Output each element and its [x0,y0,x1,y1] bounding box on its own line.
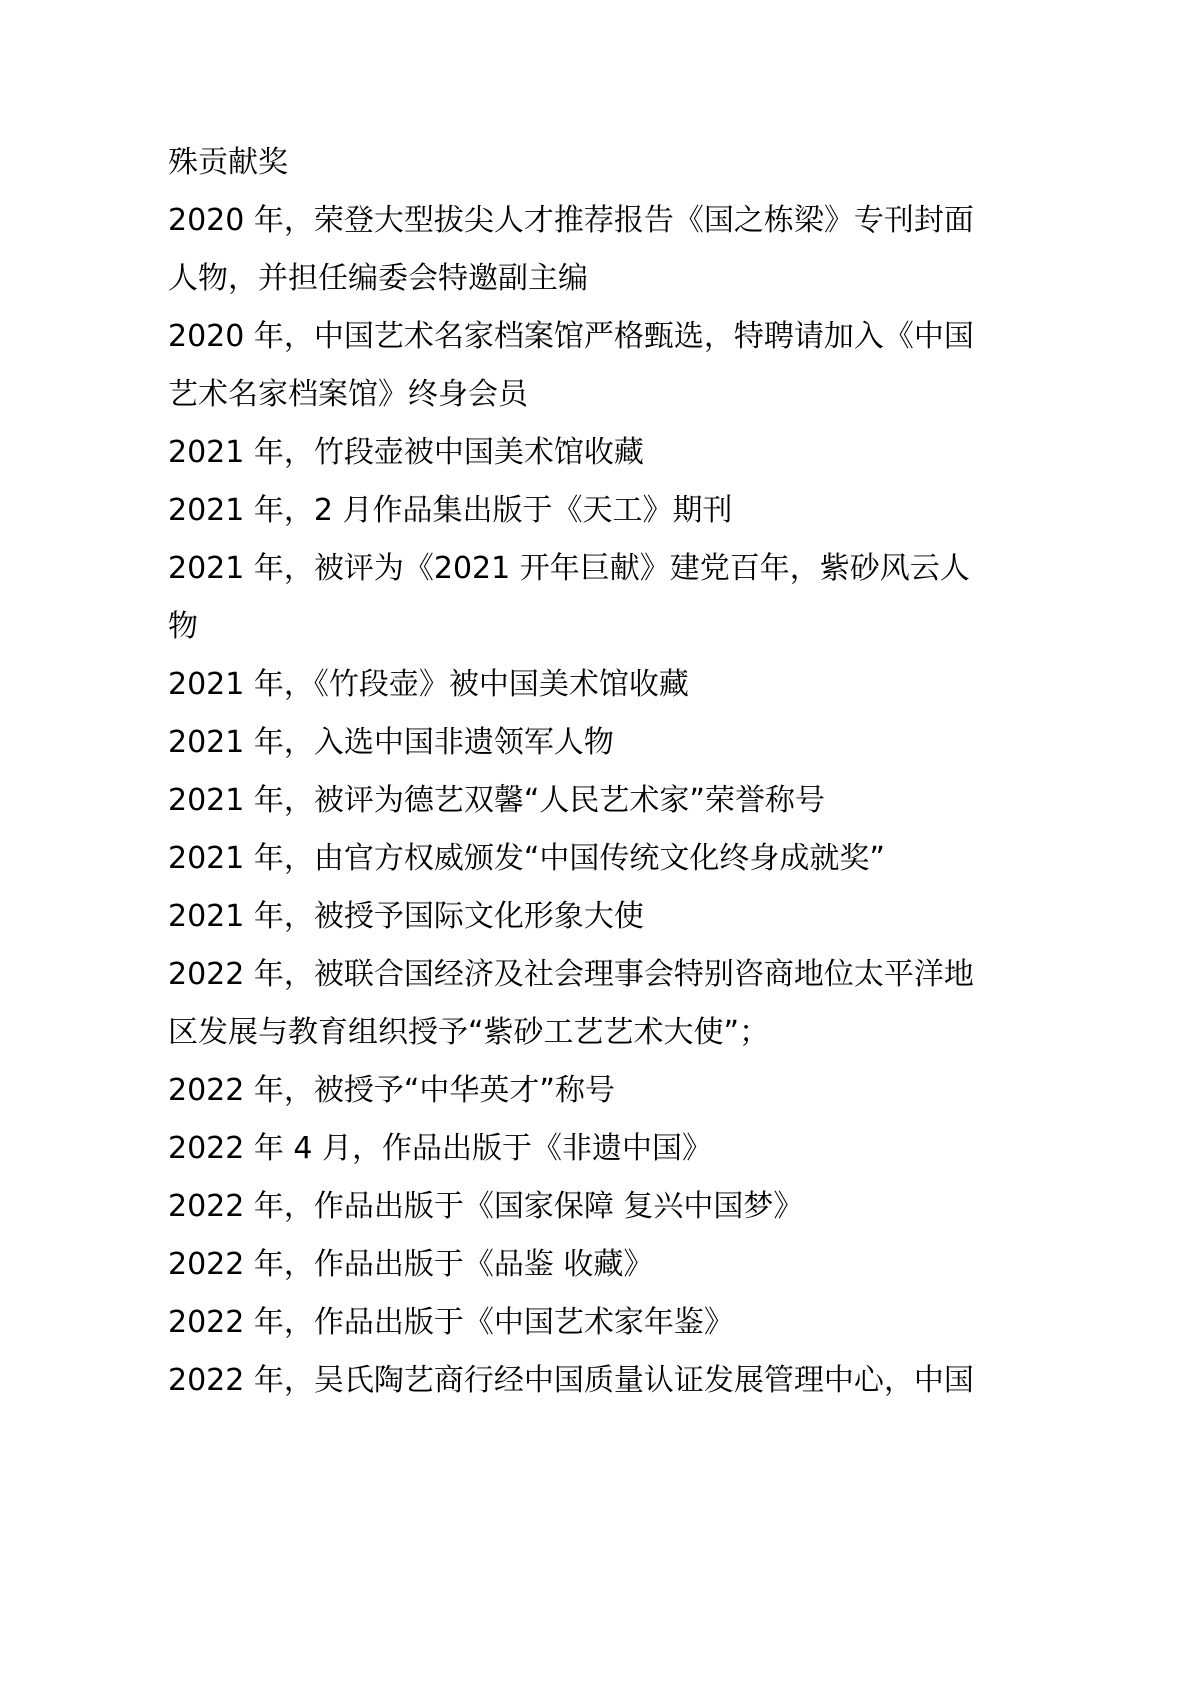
text-line: 2021 年，被授予国际文化形象大使 [168,899,644,934]
text-line: 2021 年，2 月作品集出版于《天工》期刊 [168,493,733,528]
text-line: 2022 年，被授予“中华英才”称号 [168,1073,615,1108]
text-line: 2020 年，荣登大型拔尖人才推荐报告《国之栋梁》专刊封面 [168,203,974,238]
text-line: 人物，并担任编委会特邀副主编 [168,261,588,296]
text-line: 2022 年 4 月，作品出版于《非遗中国》 [168,1131,713,1166]
text-line: 2022 年，作品出版于《品鉴 收藏》 [168,1247,654,1282]
text-line: 2021 年，入选中国非遗领军人物 [168,725,614,760]
text-line: 2020 年，中国艺术名家档案馆严格甄选，特聘请加入《中国 [168,319,974,354]
text-line: 2022 年，吴氏陶艺商行经中国质量认证发展管理中心，中国 [168,1363,974,1398]
text-line: 物 [168,609,198,644]
document-body [168,134,974,1410]
text-line: 区发展与教育组织授予“紫砂工艺艺术大使”； [168,1015,770,1050]
text-line: 2021 年，被评为《2021 开年巨献》建党百年，紫砂风云人 [168,551,970,586]
text-line: 2021 年，被评为德艺双馨“人民艺术家”荣誉称号 [168,783,825,818]
text-line: 2021 年，《竹段壶》被中国美术馆收藏 [168,667,689,702]
text-line: 2021 年，由官方权威颁发“中国传统文化终身成就奖” [168,841,885,876]
text-line: 殊贡献奖 [168,145,288,180]
text-line: 2021 年，竹段壶被中国美术馆收藏 [168,435,644,470]
text-line: 艺术名家档案馆》终身会员 [168,377,528,412]
text-line: 2022 年，作品出版于《中国艺术家年鉴》 [168,1305,734,1340]
text-line: 2022 年，被联合国经济及社会理事会特别咨商地位太平洋地 [168,957,974,992]
text-line: 2022 年，作品出版于《国家保障 复兴中国梦》 [168,1189,804,1224]
